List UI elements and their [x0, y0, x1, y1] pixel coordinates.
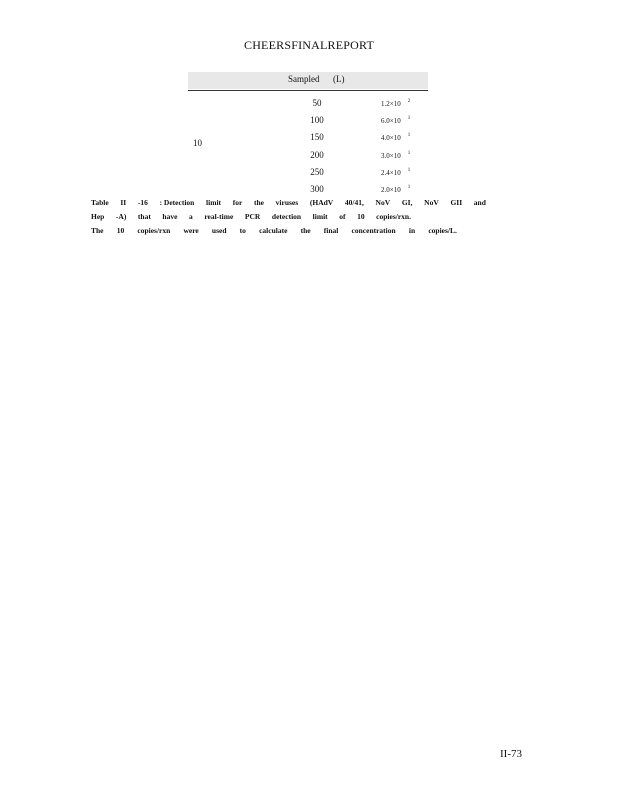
- caption-word: (HAdV: [309, 198, 334, 207]
- caption-word: II: [120, 198, 127, 207]
- caption-word: copies/L.: [428, 226, 457, 235]
- caption-word: a: [189, 212, 193, 221]
- limit-value: 2.0×10: [381, 186, 401, 194]
- volume-cell: 200: [310, 150, 324, 160]
- limit-cell: [381, 152, 410, 160]
- limit-value: 6.0×10: [381, 117, 401, 125]
- caption-word: the: [300, 226, 311, 235]
- caption-word: limit: [206, 198, 222, 207]
- caption-word: concentration: [351, 226, 396, 235]
- limit-cell: [381, 134, 410, 142]
- caption-word: the: [253, 198, 264, 207]
- limit-exponent: 1: [407, 168, 411, 173]
- limit-exponent: 1: [407, 133, 411, 138]
- caption-line-2: [91, 212, 411, 221]
- limit-value: 4.0×10: [381, 134, 401, 142]
- table-header-rule: [188, 90, 428, 91]
- caption-word: -16: [137, 198, 148, 207]
- caption-word: detection: [271, 212, 302, 221]
- caption-word: The: [91, 226, 104, 235]
- caption-word: : Detection: [159, 198, 195, 207]
- caption-word: of: [339, 212, 346, 221]
- caption-word: 10: [357, 212, 365, 221]
- limit-cell: [381, 186, 410, 194]
- page-header-title: CHEERSFINALREPORT: [243, 38, 375, 52]
- volume-cell: 50: [312, 98, 322, 108]
- caption-word: PCR: [244, 212, 261, 221]
- caption-word: used: [211, 226, 227, 235]
- table-group-value: 10: [193, 138, 202, 148]
- caption-word: NoV: [424, 198, 439, 207]
- volume-cell: 100: [310, 115, 324, 125]
- caption-word: Hep: [91, 212, 105, 221]
- limit-exponent: 1: [407, 151, 411, 156]
- caption-word: copies/rxn.: [376, 212, 411, 221]
- caption-word: have: [162, 212, 178, 221]
- caption-word: that: [137, 212, 151, 221]
- caption-word: limit: [312, 212, 328, 221]
- caption-line-1: [91, 198, 486, 207]
- caption-word: final: [323, 226, 339, 235]
- caption-line-3: [91, 226, 457, 235]
- limit-value: 1.2×10: [381, 100, 401, 108]
- caption-word: in: [408, 226, 416, 235]
- page-number: II-73: [500, 748, 522, 760]
- limit-exponent: 2: [407, 99, 411, 104]
- caption-word: and: [473, 198, 486, 207]
- caption-word: for: [232, 198, 243, 207]
- caption-word: viruses: [275, 198, 299, 207]
- volume-cell: 150: [310, 132, 324, 142]
- caption-word: real-time: [204, 212, 234, 221]
- caption-word: GII: [450, 198, 463, 207]
- caption-word: were: [183, 226, 199, 235]
- caption-word: to: [239, 226, 246, 235]
- caption-word: NoV: [375, 198, 391, 207]
- limit-value: 2.4×10: [381, 169, 401, 177]
- limit-cell: [381, 117, 410, 125]
- limit-cell: [381, 100, 410, 108]
- table-column-header: Sampled (L): [288, 74, 345, 84]
- caption-word: -A): [115, 212, 127, 221]
- caption-word: GI,: [401, 198, 413, 207]
- limit-exponent: 1: [407, 185, 411, 190]
- caption-word: 10: [116, 226, 125, 235]
- volume-cell: 250: [310, 167, 324, 177]
- limit-cell: [381, 169, 410, 177]
- caption-word: copies/rxn: [137, 226, 171, 235]
- limit-value: 3.0×10: [381, 152, 401, 160]
- caption-word: 40/41,: [344, 198, 364, 207]
- volume-cell: 300: [310, 184, 324, 194]
- caption-word: Table: [91, 198, 109, 207]
- caption-word: calculate: [259, 226, 288, 235]
- limit-exponent: 1: [407, 116, 411, 121]
